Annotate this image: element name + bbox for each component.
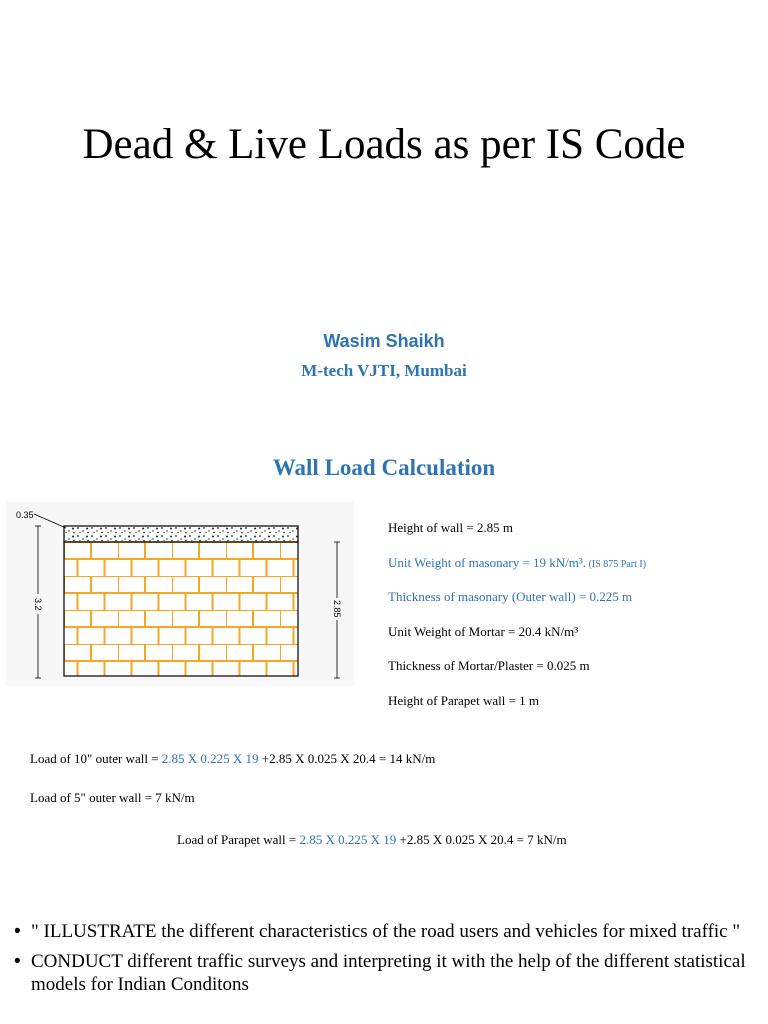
calc-outer-wall-10-highlight: 2.85 X 0.225 X 19 [161,751,259,766]
calc-outer-wall-5: Load of 5" outer wall = 7 kN/m [30,790,195,805]
list-item [14,920,754,943]
author-affiliation: M-tech VJTI, Mumbai [301,361,467,380]
param-thickness-mortar: Thickness of Mortar/Plaster = 0.025 m [388,658,590,673]
top-dimension-label: 0.35 [16,510,34,520]
param-height-parapet: Height of Parapet wall = 1 m [388,693,540,708]
objectives-list [14,920,754,1003]
author-name: Wasim Shaikh [323,331,445,351]
left-dimension-label: 3.2 [33,598,43,611]
list-item-text: CONDUCT different traffic surveys and interpreting it with the help of the different statistical models for Indian Conditons [31,951,746,995]
list-item [14,950,754,996]
param-thickness-masonary: Thickness of masonary (Outer wall) = 0.225 m [388,589,633,604]
param-unit-weight-masonary-text: Unit Weight of masonary = 19 kN/m³. [388,555,587,570]
calc-parapet-wall-rest: +2.85 X 0.025 X 20.4 = 7 kN/m [396,832,567,847]
calc-parapet-wall-label: Load of Parapet wall = [177,832,300,847]
param-unit-weight-masonary [388,555,646,571]
bullet-icon: • [14,921,21,942]
brick-wall [64,542,298,676]
bullet-icon: • [14,951,21,972]
wall-diagram [6,502,354,686]
calc-outer-wall-10-label: Load of 10" outer wall = [30,751,162,766]
right-dimension-label: 2.85 [332,600,342,618]
param-height-of-wall: Height of wall = 2.85 m [388,520,514,535]
section-heading: Wall Load Calculation [272,455,496,480]
calc-parapet-wall [177,832,567,848]
page-title: Dead & Live Loads as per IS Code [82,121,686,168]
is-code-reference: (IS 875 Part I) [586,559,647,570]
calc-outer-wall-10-rest: +2.85 X 0.025 X 20.4 = 14 kN/m [258,751,436,766]
list-item-text: " ILLUSTRATE the different characteristics of the road users and vehicles for mixed traffic " [31,921,741,942]
param-unit-weight-mortar: Unit Weight of Mortar = 20.4 kN/m³ [388,624,579,639]
calc-parapet-wall-highlight: 2.85 X 0.225 X 19 [299,832,397,847]
concrete-band [64,526,298,542]
calc-outer-wall-10 [30,751,435,767]
